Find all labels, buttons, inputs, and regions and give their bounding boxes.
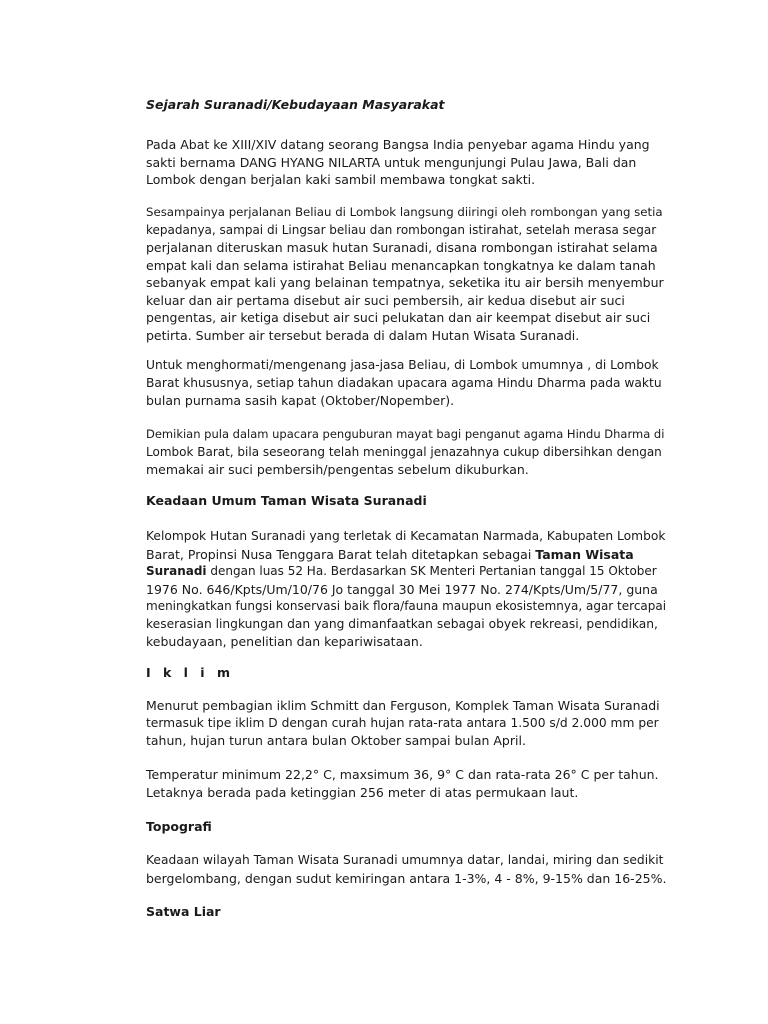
text-line: Keadaan wilayah Taman Wisata Suranadi umumnya datar, landai, miring dan sedikit: [146, 853, 664, 867]
text-line: memakai air suci pembersih/pengentas sebelum dikuburkan.: [146, 462, 529, 477]
text-line: Pada Abat ke XIII/XIV datang seorang Bangsa India penyebar agama Hindu yang: [146, 137, 650, 152]
text-line: [146, 563, 666, 581]
paragraph-6: [146, 697, 666, 750]
paragraph-4: [146, 426, 666, 479]
text-line: keluar dan air pertama disebut air suci pembersih, air kedua disebut air suci: [146, 292, 625, 308]
text-line: sakti bernama DANG HYANG NILARTA untuk mengunjungi Pulau Jawa, Bali dan: [146, 154, 637, 170]
text-line: bulan purnama sasih kapat (Oktober/Nopember).: [146, 393, 455, 408]
paragraph-7: [146, 766, 666, 801]
paragraph-8: [146, 852, 666, 887]
text-line: Barat khususnya, setiap tahun diadakan upacara agama Hindu Dharma pada waktu: [146, 375, 662, 390]
text-line: tahun, hujan turun antara bulan Oktober sampai bulan April.: [146, 733, 526, 748]
text-line: bergelombang, dengan sudut kemiringan antara 1-3%, 4 - 8%, 9-15% dan 16-25%.: [146, 870, 667, 886]
text-line: kebudayaan, penelitian dan kepariwisataan.: [146, 634, 423, 649]
text-line: Menurut pembagian iklim Schmitt dan Ferguson, Komplek Taman Wisata Suranadi: [146, 698, 660, 713]
text-line: keserasian lingkungan dan yang dimanfaatkan sebagai obyek rekreasi, pendidikan,: [146, 616, 658, 631]
bold-park-name: Suranadi: [146, 564, 207, 578]
heading-satwa-liar: Satwa Liar: [146, 904, 221, 919]
text-line: Demikian pula dalam upacara penguburan mayat bagi penganut agama Hindu Dharma di: [146, 427, 665, 441]
text-line: Temperatur minimum 22,2° C, maxsimum 36, 9° C dan rata-rata 26° C per tahun.: [146, 767, 659, 782]
text-line: termasuk tipe iklim D dengan curah hujan rata-rata antara 1.500 s/d 2.000 mm per: [146, 715, 659, 730]
text-line: Lombok dengan berjalan kaki sambil membawa tongkat sakti.: [146, 172, 536, 187]
text-line: Sesampainya perjalanan Beliau di Lombok langsung diiringi oleh rombongan yang setia: [146, 205, 663, 219]
text-line: kepadanya, sampai di Lingsar beliau dan rombongan istirahat, setelah merasa segar: [146, 222, 657, 237]
heading-keadaan-umum: Keadaan Umum Taman Wisata Suranadi: [146, 493, 427, 508]
text-line: Untuk menghormati/mengenang jasa-jasa Beliau, di Lombok umumnya , di Lombok: [146, 358, 659, 372]
text-line: Lombok Barat, bila seseorang telah meninggal jenazahnya cukup dibersihkan dengan: [146, 444, 662, 459]
paragraph-2: [146, 204, 666, 344]
text-line: sebanyak empat kali yang belainan tempatnya, seketika itu air bersih menyembur: [146, 275, 664, 290]
heading-sejarah: Sejarah Suranadi/Kebudayaan Masyarakat: [146, 97, 445, 112]
text-line: empat kali dan selama istirahat Beliau menancapkan tongkatnya ke dalam tanah: [146, 257, 656, 273]
text-line: 1976 No. 646/Kpts/Um/10/76 Jo tanggal 30 Mei 1977 No. 274/Kpts/Um/5/77, guna: [146, 581, 658, 597]
text-line: petirta. Sumber air tersebut berada di dalam Hutan Wisata Suranadi.: [146, 327, 580, 343]
text-line: meningkatkan fungsi konservasi baik flora/fauna maupun ekosistemnya, agar tercapai: [146, 599, 667, 613]
text-span: Barat, Propinsi Nusa Tenggara Barat telah ditetapkan sebagai: [146, 546, 536, 562]
paragraph-5: [146, 528, 666, 651]
text-span: dengan luas 52 Ha. Berdasarkan SK Menteri Pertanian tanggal 15 Oktober: [206, 564, 657, 578]
text-line: Letaknya berada pada ketinggian 256 meter di atas permukaan laut.: [146, 784, 579, 800]
text-line: perjalanan diteruskan masuk hutan Suranadi, disana rombongan istirahat selama: [146, 240, 658, 255]
text-line: [146, 546, 666, 564]
bold-park-name: Taman Wisata: [535, 546, 634, 562]
text-line: Kelompok Hutan Suranadi yang terletak di Kecamatan Narmada, Kabupaten Lombok: [146, 529, 666, 543]
heading-topografi: Topografi: [146, 819, 212, 834]
heading-iklim: I k l i m: [146, 665, 234, 680]
text-line: pengentas, air ketiga disebut air suci pelukatan dan air keempat disebut air suci: [146, 310, 651, 325]
paragraph-1: [146, 136, 666, 189]
paragraph-3: [146, 357, 666, 410]
